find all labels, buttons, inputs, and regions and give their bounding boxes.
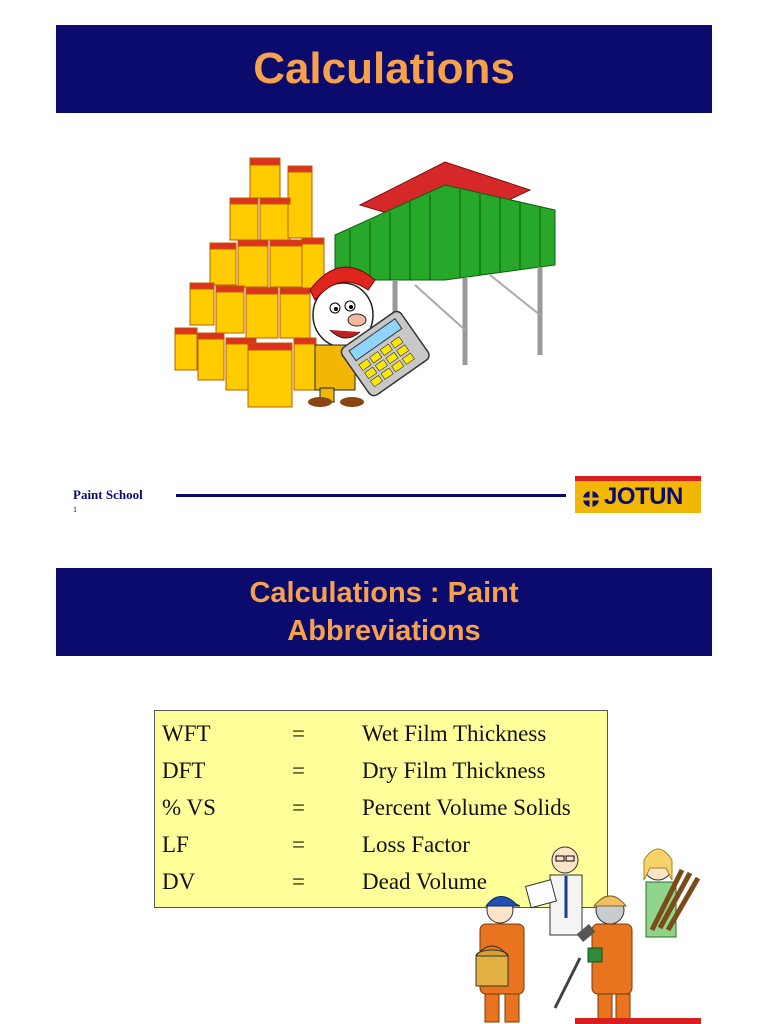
footer-label: Paint School xyxy=(73,487,143,502)
paint-workers-illustration xyxy=(460,838,705,1024)
jotun-emblem-icon xyxy=(581,486,601,508)
equals-sign: = xyxy=(292,794,305,820)
slide-title-banner xyxy=(56,25,712,113)
abbreviation-row xyxy=(155,789,607,826)
equals-sign: = xyxy=(292,831,305,857)
footer-divider xyxy=(176,494,566,497)
slide2-title xyxy=(249,574,518,650)
abbreviation-definition: Dry Film Thickness xyxy=(362,757,546,783)
abbreviation-code: LF xyxy=(162,831,189,857)
equals-sign: = xyxy=(292,757,305,783)
equals-sign: = xyxy=(292,720,305,746)
abbreviation-definition: Percent Volume Solids xyxy=(362,794,571,820)
logo-stripe-decoration xyxy=(575,1018,701,1024)
abbreviation-row xyxy=(155,752,607,789)
jotun-logo xyxy=(575,476,701,513)
abbreviation-row xyxy=(155,715,607,752)
abbreviation-code: WFT xyxy=(162,720,211,746)
page-number: 1 xyxy=(73,505,77,514)
slide-title: Calculations xyxy=(253,44,515,93)
abbreviation-definition: Wet Film Thickness xyxy=(362,720,547,746)
equals-sign: = xyxy=(292,868,305,894)
abbreviation-code: DFT xyxy=(162,757,206,783)
paint-cans-calculator-illustration xyxy=(160,150,580,420)
slide2-title-banner xyxy=(56,568,712,656)
abbreviation-definition: Dead Volume xyxy=(362,868,487,894)
abbreviation-definition: Loss Factor xyxy=(362,831,470,857)
abbreviation-code: % VS xyxy=(162,794,216,820)
slide2-title-line1: Calculations : Paint xyxy=(249,577,519,609)
abbreviation-code: DV xyxy=(162,868,196,894)
logo-text: JOTUN xyxy=(604,483,683,510)
slide2-title-line2: Abbreviations xyxy=(287,615,481,647)
